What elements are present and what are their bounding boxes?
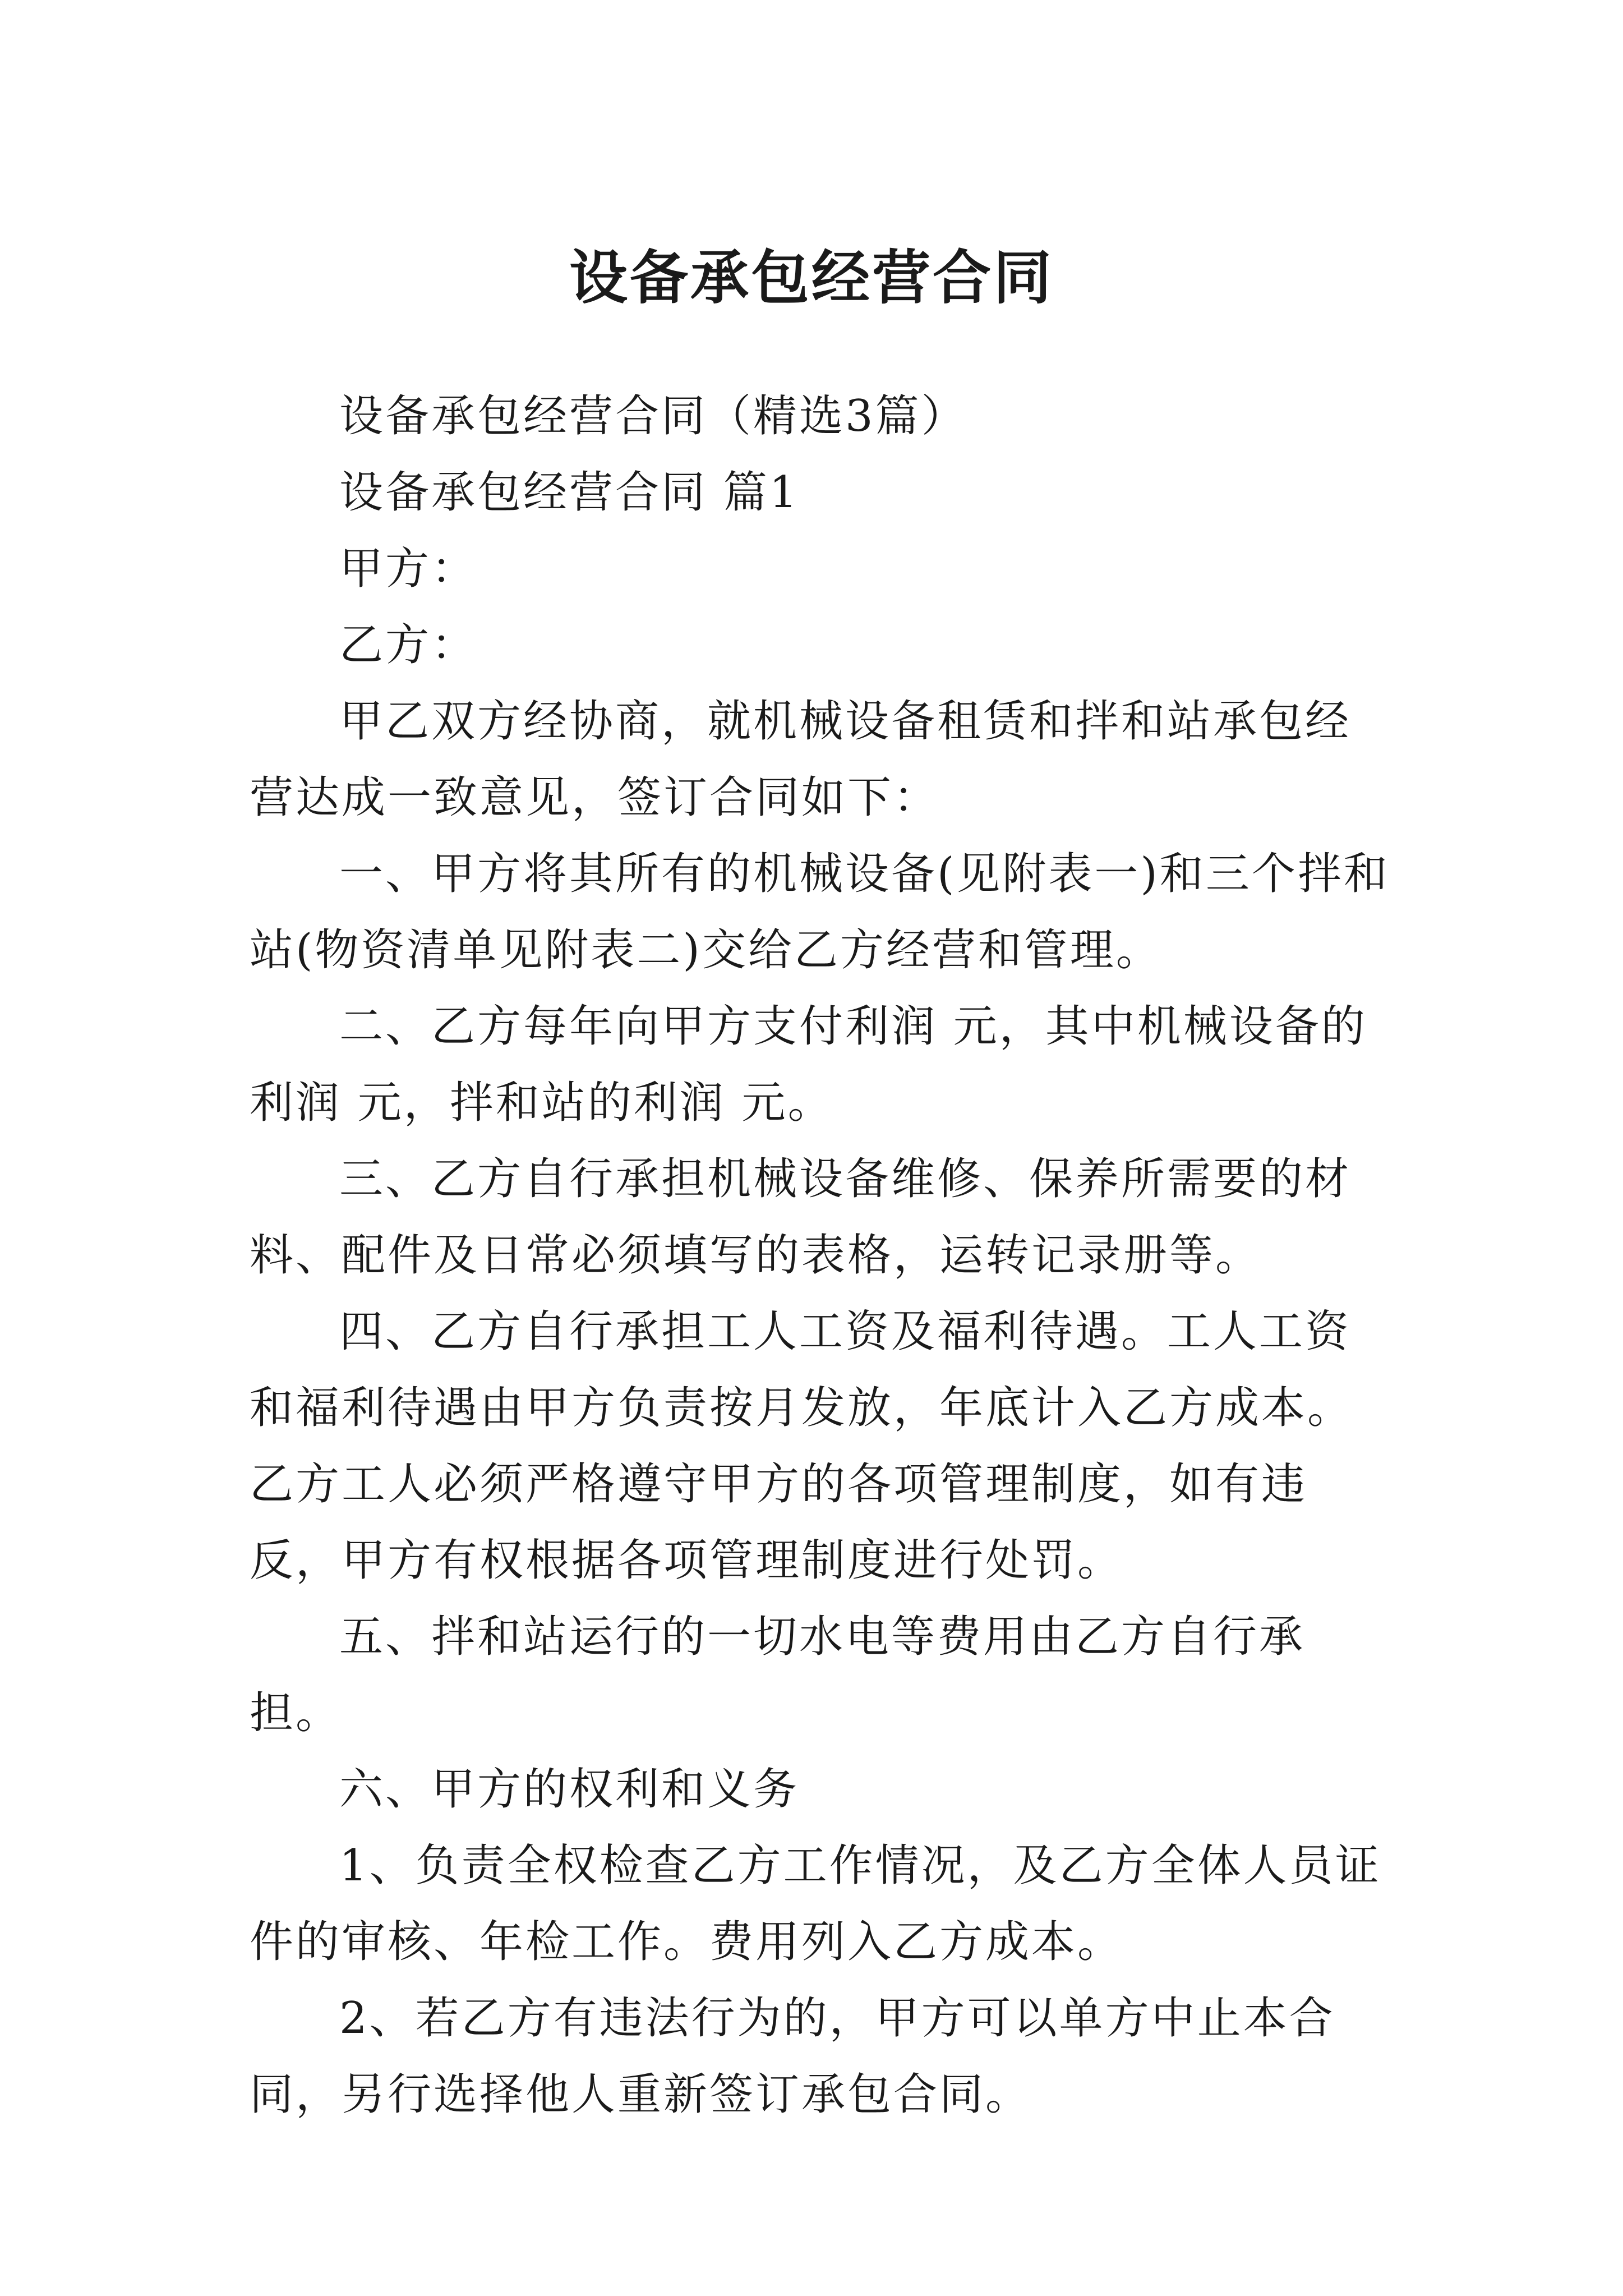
clause-6-heading: 六、甲方的权利和义务 [339, 1764, 800, 1815]
party-a-line: 甲方： [339, 544, 478, 594]
clause-6-item-1: 1、负责全权检查乙方工作情况，及乙方全体人员证件的审核、年检工作。费用列入乙方成本。 [250, 1841, 1381, 1967]
document-body [250, 378, 1394, 2133]
clause-5: 五、拌和站运行的一切水电等费用由乙方自行承担。 [250, 1612, 1306, 1738]
clause-4: 四、乙方自行承担工人工资及福利待遇。工人工资和福利待遇由甲方负责按月发放，年底计入乙方成本。乙方工人必须严格遵守甲方的各项管理制度，如有违反，甲方有权根据各项管理制度进行处罚。 [250, 1306, 1354, 1586]
document-title: 设备承包经营合同 [569, 243, 1054, 312]
party-b-line: 乙方： [339, 620, 478, 670]
subtitle-selection: 设备承包经营合同（精选3篇） [339, 391, 967, 441]
preamble-paragraph: 甲乙双方经协商，就机械设备租赁和拌和站承包经营达成一致意见，签订合同如下： [250, 696, 1352, 823]
section-heading: 设备承包经营合同 篇1 [339, 467, 800, 518]
clause-3: 三、乙方自行承担机械设备维修、保养所需要的材料、配件及日常必须填写的表格，运转记录册等。 [250, 1154, 1352, 1281]
clause-1: 一、甲方将其所有的机械设备(见附表一)和三个拌和站(物资清单见附表二)交给乙方经营和管理。 [250, 849, 1390, 976]
clause-6-item-2: 2、若乙方有违法行为的，甲方可以单方中止本合同，另行选择他人重新签订承包合同。 [250, 1993, 1335, 2120]
clause-2: 二、乙方每年向甲方支付利润 元，其中机械设备的利润 元，拌和站的利润 元。 [250, 1001, 1367, 1128]
